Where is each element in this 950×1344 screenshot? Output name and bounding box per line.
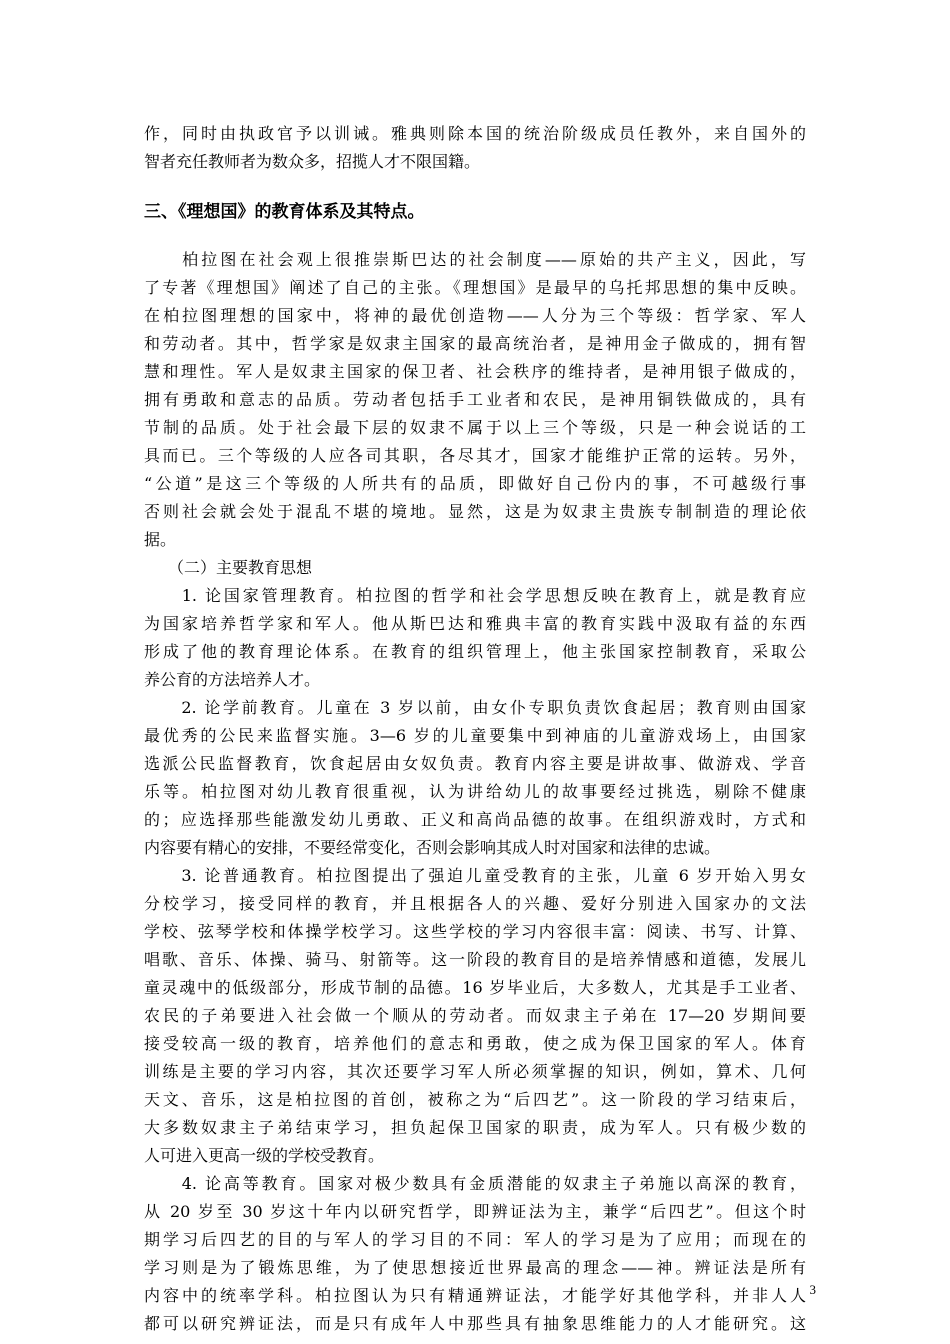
text-line: 乐等。柏拉图对幼儿教育很重视，认为讲给幼儿的故事要经过挑选，剔除不健康 bbox=[144, 782, 806, 801]
intro-paragraph bbox=[144, 120, 806, 176]
text-line: （二）主要教育思想 bbox=[144, 558, 313, 577]
text-line: “公道”是这三个等级的人所共有的品质，即做好自己份内的事，不可越级行事 bbox=[144, 474, 806, 493]
text-line: 的；应选择那些能激发幼儿勇敢、正义和高尚品德的故事。在组织游戏时，方式和 bbox=[144, 810, 806, 829]
text-line: 选派公民监督教育，饮食起居由女奴负责。教育内容主要是讲故事、做游戏、学音 bbox=[144, 754, 806, 773]
text-line: 拥有勇敢和意志的品质。劳动者包括手工业者和农民，是神用铜铁做成的，具有 bbox=[144, 390, 806, 409]
text-line: 在柏拉图理想的国家中，将神的最优创造物——人分为三个等级：哲学家、军人 bbox=[144, 306, 806, 325]
text-line: 都可以研究辨证法，而是只有成年人中那些具有抽象思维能力的人才能研究。这 bbox=[144, 1314, 806, 1333]
text-line: 最优秀的公民来监督实施。3—6 岁的儿童要集中到神庙的儿童游戏场上，由国家 bbox=[144, 726, 806, 745]
body-text bbox=[144, 246, 806, 1338]
text-line: 童灵魂中的低级部分，形成节制的品德。16 岁毕业后，大多数人，尤其是手工业者、 bbox=[144, 978, 806, 997]
text-line: 据。 bbox=[144, 530, 177, 549]
section-heading: 三、《理想国》的教育体系及其特点。 bbox=[144, 202, 425, 222]
text-line: 为国家培养哲学家和军人。他从斯巴达和雅典丰富的教育实践中汲取有益的东西 bbox=[144, 614, 806, 633]
text-line: 内容要有精心的安排，不要经常变化，否则会影响其成人时对国家和法律的忠诚。 bbox=[144, 838, 721, 857]
text-line: 接受较高一级的教育，培养他们的意志和勇敢，使之成为保卫国家的军人。体育 bbox=[144, 1034, 806, 1053]
text-line: 分校学习，接受同样的教育，并且根据各人的兴趣、爱好分别进入国家办的文法 bbox=[144, 894, 806, 913]
text-line: 从 20 岁至 30 岁这十年内以研究哲学，即辨证法为主，兼学“后四艺”。但这个时 bbox=[144, 1202, 806, 1221]
text-line: 训练是主要的学习内容，其次还要学习军人所必须掌握的知识，例如，算术、几何 bbox=[144, 1062, 806, 1081]
text-line: 和劳动者。其中，哲学家是奴隶主国家的最高统治者，是神用金子做成的，拥有智 bbox=[144, 334, 806, 353]
text-line: 农民的子弟要进入社会做一个顺从的劳动者。而奴隶主子弟在 17—20 岁期间要 bbox=[144, 1006, 806, 1025]
text-line: 3. 论普通教育。柏拉图提出了强迫儿童受教育的主张，儿童 6 岁开始入男女 bbox=[144, 866, 806, 885]
text-line: 养公育的方法培养人才。 bbox=[144, 670, 321, 689]
text-line: 天文、音乐，这是柏拉图的首创，被称之为“后四艺”。这一阶段的学习结束后， bbox=[144, 1090, 806, 1109]
text-line: 柏拉图在社会观上很推崇斯巴达的社会制度——原始的共产主义，因此，写 bbox=[144, 250, 806, 269]
text-line: 学习则是为了锻炼思维，为了使思想接近世界最高的理念——神。辨证法是所有 bbox=[144, 1258, 806, 1277]
text-line: 否则社会就会处于混乱不堪的境地。显然，这是为奴隶主贵族专制制造的理论依 bbox=[144, 502, 806, 521]
text-line: 期学习后四艺的目的与军人的学习目的不同：军人的学习是为了应用；而现在的 bbox=[144, 1230, 806, 1249]
text-line: 2. 论学前教育。儿童在 3 岁以前，由女仆专职负责饮食起居；教育则由国家 bbox=[144, 698, 806, 717]
text-line: 具而已。三个等级的人应各司其职，各尽其才，国家才能维护正常的运转。另外， bbox=[144, 446, 806, 465]
text-line: 了专著《理想国》阐述了自己的主张。《理想国》是最早的乌托邦思想的集中反映。 bbox=[144, 278, 806, 297]
text-line: 人可进入更高一级的学校受教育。 bbox=[144, 1146, 385, 1165]
text-line: 节制的品质。处于社会最下层的奴隶不属于以上三个等级，只是一种会说话的工 bbox=[144, 418, 806, 437]
text-line: 大多数奴隶主子弟结束学习，担负起保卫国家的职责，成为军人。只有极少数的 bbox=[144, 1118, 806, 1137]
page-number: 3 bbox=[809, 1282, 816, 1297]
text-line: 内容中的统率学科。柏拉图认为只有精通辨证法，才能学好其他学科，并非人人 bbox=[144, 1286, 806, 1305]
text-line: 形成了他的教育理论体系。在教育的组织管理上，他主张国家控制教育，采取公 bbox=[144, 642, 806, 661]
text-line: 慧和理性。军人是奴隶主国家的保卫者、社会秩序的维持者，是神用银子做成的， bbox=[144, 362, 806, 381]
text-line: 4. 论高等教育。国家对极少数具有金质潜能的奴隶主子弟施以高深的教育， bbox=[144, 1174, 806, 1193]
text-line: 唱歌、音乐、体操、骑马、射箭等。这一阶段的教育目的是培养情感和道德，发展儿 bbox=[144, 950, 806, 969]
text-line: 智者充任教师者为数众多，招揽人才不限国籍。 bbox=[144, 152, 481, 171]
text-line: 1. 论国家管理教育。柏拉图的哲学和社会学思想反映在教育上，就是教育应 bbox=[144, 586, 806, 605]
text-line: 作，同时由执政官予以训诫。雅典则除本国的统治阶级成员任教外，来自国外的 bbox=[144, 124, 806, 143]
text-line: 学校、弦琴学校和体操学校学习。这些学校的学习内容很丰富：阅读、书写、计算、 bbox=[144, 922, 806, 941]
